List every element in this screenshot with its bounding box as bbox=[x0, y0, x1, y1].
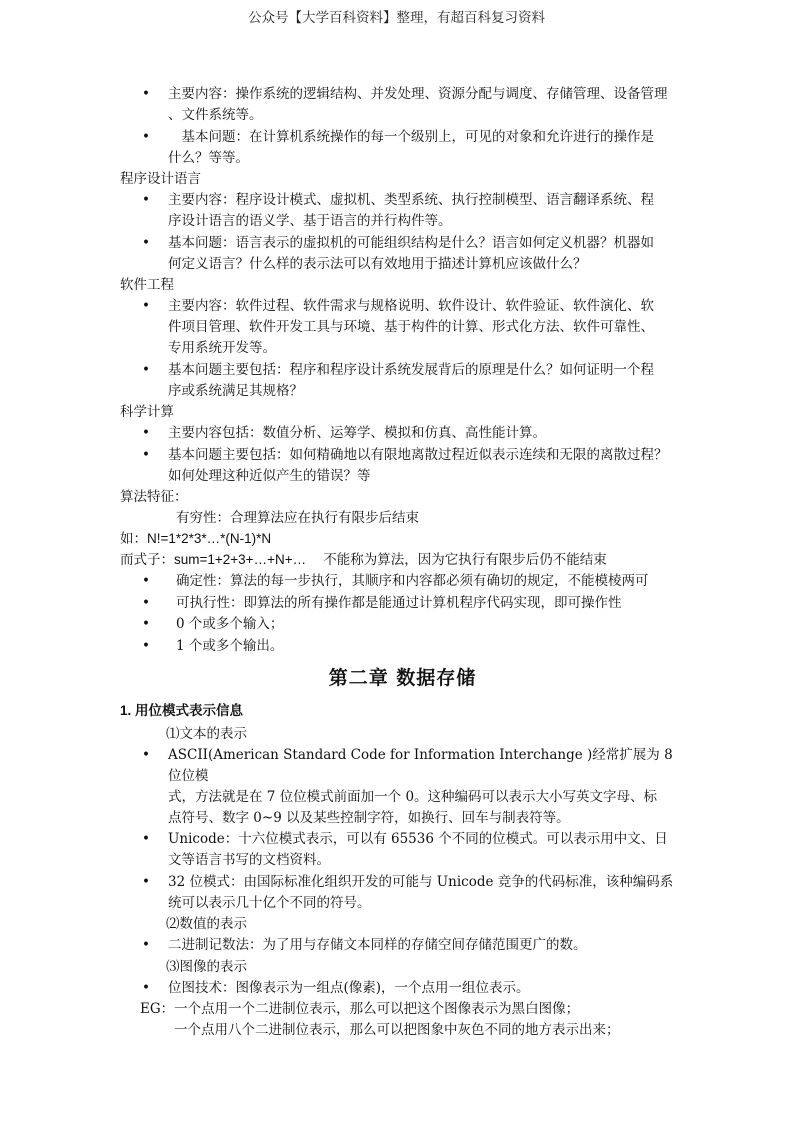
list-item: • 确定性：算法的每一步执行，其顺序和内容都必须有确切的规定，不能模棱两可 bbox=[120, 571, 685, 592]
section-heading-sc: 科学计算 bbox=[120, 404, 174, 420]
bullet-icon: • bbox=[142, 937, 150, 953]
list-item: • 基本问题主要包括：如何精确地以有限地离散过程近似表示连续和无限的离散过程？ 如何处理这种近似产生的错误？等 bbox=[142, 446, 668, 484]
example-line-2: 一个点用八个二进制位表示，那么可以把图象中灰色不同的地方表示出来； bbox=[174, 1022, 620, 1038]
subsection-label-text: ⑴文本的表示 bbox=[166, 725, 247, 742]
bullet-icon: • bbox=[142, 361, 150, 378]
bullet-icon: • bbox=[142, 234, 150, 251]
bullet-icon: • bbox=[142, 128, 150, 145]
page-content bbox=[120, 84, 685, 1041]
list-item: • ASCII(American Standard Code for Information Interchange )经常扩展为 8 位位模 式，方法就是在 7 位位模式前面加一个 0。这种编码可以表示大小写英文字母、标 点符号、数字 0~9 以及某些控制字符，如换行、回车与制表符等。 bbox=[142, 746, 673, 826]
bullet-icon: • bbox=[142, 298, 150, 314]
bullet-icon: • bbox=[142, 873, 150, 890]
bullet-icon: • bbox=[142, 425, 150, 441]
list-item: • 主要内容：程序设计模式、虚拟机、类型系统、执行控制模型、语言翻译系统、程 序设计语言的语义学、基于语言的并行构件等。 bbox=[142, 192, 654, 229]
list-item: • 可执行性：即算法的所有操作都是能通过计算机程序代码实现，即可操作性 bbox=[120, 593, 685, 614]
alg-finite: 有穷性：合理算法应在执行有限步后结束 bbox=[176, 510, 419, 526]
bullet-icon: • bbox=[142, 979, 150, 996]
subsection-label-number: ⑵数值的表示 bbox=[166, 916, 247, 932]
subsection-label-image: ⑶图像的表示 bbox=[166, 958, 247, 975]
list-item: • 二进制记数法：为了用与存储文本同样的存储空间存储范围更广的数。 bbox=[120, 935, 685, 956]
bullet-icon: • bbox=[142, 637, 150, 654]
list-item: • 基本问题：语言表示的虚拟机的可能组织结构是什么？语言如何定义机器？机器如 何定义语言？什么样的表示法可以有效地用于描述计算机应该做什么？ bbox=[142, 234, 654, 272]
example-line-1: EG：一个点用一个二进制位表示，那么可以把这个图像表示为黑白图像； bbox=[140, 1001, 580, 1017]
section-title: 1. 用位模式表示信息 bbox=[120, 702, 244, 718]
list-item: • 主要内容：软件过程、软件需求与规格说明、软件设计、软件验证、软件演化、软 件项目管理、软件开发工具与环境、基于构件的计算、形式化方法、软件可靠性、 专用系统开发等。 bbox=[142, 298, 654, 356]
list-item: • Unicode：十六位模式表示，可以有 65536 个不同的位模式。可以表示用中文、日 文等语言书写的文档资料。 bbox=[142, 831, 668, 868]
bullet-icon: • bbox=[142, 86, 150, 102]
list-item: • 主要内容：操作系统的逻辑结构、并发处理、资源分配与调度、存储管理、设备管理 、文件系统等。 bbox=[142, 86, 668, 123]
bullet-icon: • bbox=[142, 746, 150, 763]
section-heading-pl: 程序设计语言 bbox=[120, 171, 201, 187]
list-item: • 基本问题主要包括：程序和程序设计系统发展背后的原理是什么？如何证明一个程 序或系统满足其规格？ bbox=[142, 361, 654, 399]
bullet-icon: • bbox=[142, 446, 150, 463]
alg-example-1: 如：N!=1*2*3*…*(N-1)*N bbox=[120, 531, 272, 546]
chapter-title: 第二章 数据存储 bbox=[328, 666, 477, 689]
list-item: • 0 个或多个输入； bbox=[120, 614, 685, 635]
page-header: 公众号【大学百科资料】整理，有超百科复习资料 bbox=[248, 10, 545, 26]
list-item: • 32 位模式：由国际标准化组织开发的可能与 Unicode 竞争的代码标准，该种编码系 统可以表示几十亿个不同的符号。 bbox=[142, 873, 674, 911]
alg-example-2: 而式子：sum=1+2+3+…+N+… 不能称为算法，因为它执行有限步后仍不能结束 bbox=[120, 552, 607, 568]
list-item: • 位图技术：图像表示为一组点(像素)，一个点用一组位表示。 bbox=[120, 978, 685, 999]
list-item: • 主要内容包括：数值分析、运筹学、模拟和仿真、高性能计算。 bbox=[120, 423, 685, 444]
bullet-icon: • bbox=[142, 594, 150, 611]
bullet-icon: • bbox=[142, 192, 150, 208]
bullet-icon: • bbox=[142, 573, 150, 589]
section-heading-se: 软件工程 bbox=[120, 277, 174, 293]
list-item: • 基本问题：在计算机系统操作的每一个级别上，可见的对象和允许进行的操作是 什么？等等。 bbox=[142, 128, 654, 166]
section-heading-alg: 算法特征： bbox=[120, 489, 188, 505]
bullet-icon: • bbox=[142, 831, 150, 847]
list-item: • 1 个或多个输出。 bbox=[120, 636, 685, 657]
bullet-icon: • bbox=[142, 616, 150, 632]
